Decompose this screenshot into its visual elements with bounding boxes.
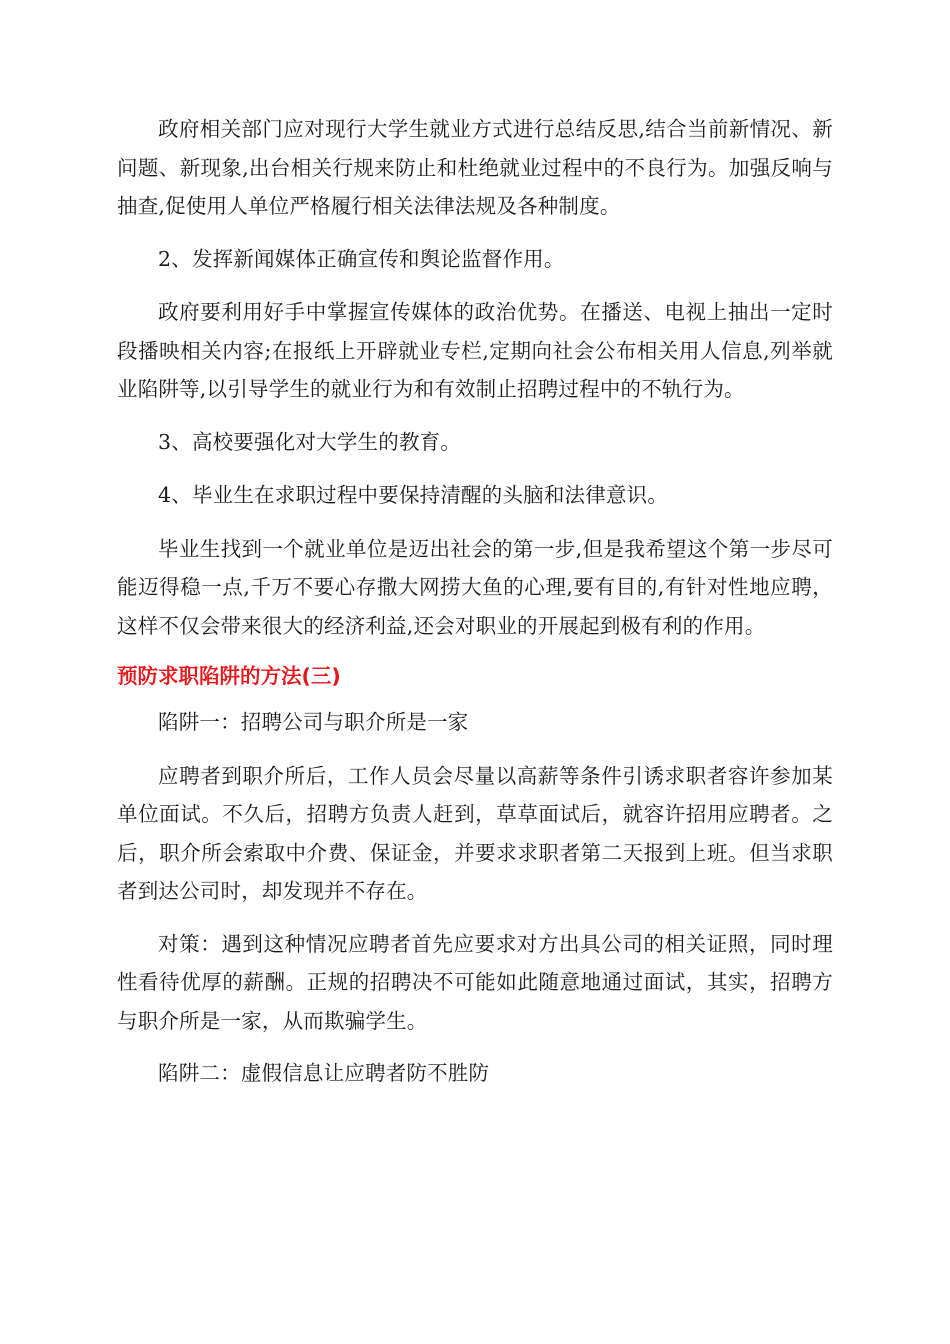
paragraph-government-reflection: 政府相关部门应对现行大学生就业方式进行总结反思,结合当前新情况、新问题、新现象,出台相关行规来防止和杜绝就业过程中的不良行为。加强反响与抽查,促使用人单位严格履行相关法律法规及各种制度。 bbox=[117, 117, 833, 218]
section-heading: 预防求职陷阱的方法(三) bbox=[117, 664, 341, 688]
document-body bbox=[117, 110, 833, 1108]
paragraph-trap-2-title: 陷阱二：虚假信息让应聘者防不胜防 bbox=[158, 1061, 490, 1085]
paragraph-trap-1-countermeasure: 对策：遇到这种情况应聘者首先应要求对方出具公司的相关证照，同时理性看待优厚的薪酬。正规的招聘决不可能如此随意地通过面试，其实，招聘方与职介所是一家，从而欺骗学生。 bbox=[117, 931, 833, 1033]
paragraph-point-2: 2、发挥新闻媒体正确宣传和舆论监督作用。 bbox=[158, 246, 565, 271]
paragraph-point-3: 3、高校要强化对大学生的教育。 bbox=[158, 429, 462, 454]
paragraph-media-advantage: 政府要利用好手中掌握宣传媒体的政治优势。在播送、电视上抽出一定时段播映相关内容;在报纸上开辟就业专栏,定期向社会公布相关用人信息,列举就业陷阱等,以引导学生的就业行为和有效制止招聘过程中的不轨行为。 bbox=[117, 300, 833, 401]
paragraph-trap-1-title: 陷阱一：招聘公司与职介所是一家 bbox=[158, 710, 469, 734]
paragraph-point-4: 4、毕业生在求职过程中要保持清醒的头脑和法律意识。 bbox=[158, 483, 669, 507]
paragraph-trap-1-description: 应聘者到职介所后，工作人员会尽量以高薪等条件引诱求职者容许参加某单位面试。不久后，招聘方负责人赶到，草草面试后，就容许招用应聘者。之后，职介所会索取中介费、保证金，并要求求职者第二天报到上班。但当求职者到达公司时，却发现并不存在。 bbox=[117, 763, 833, 903]
paragraph-graduate-advice: 毕业生找到一个就业单位是迈出社会的第一步,但是我希望这个第一步尽可能迈得稳一点,千万不要心存撒大网捞大鱼的心理,要有目的,有针对性地应聘，这样不仅会带来很大的经济利益,还会对职业的开展起到极有利的作用。 bbox=[117, 536, 833, 638]
